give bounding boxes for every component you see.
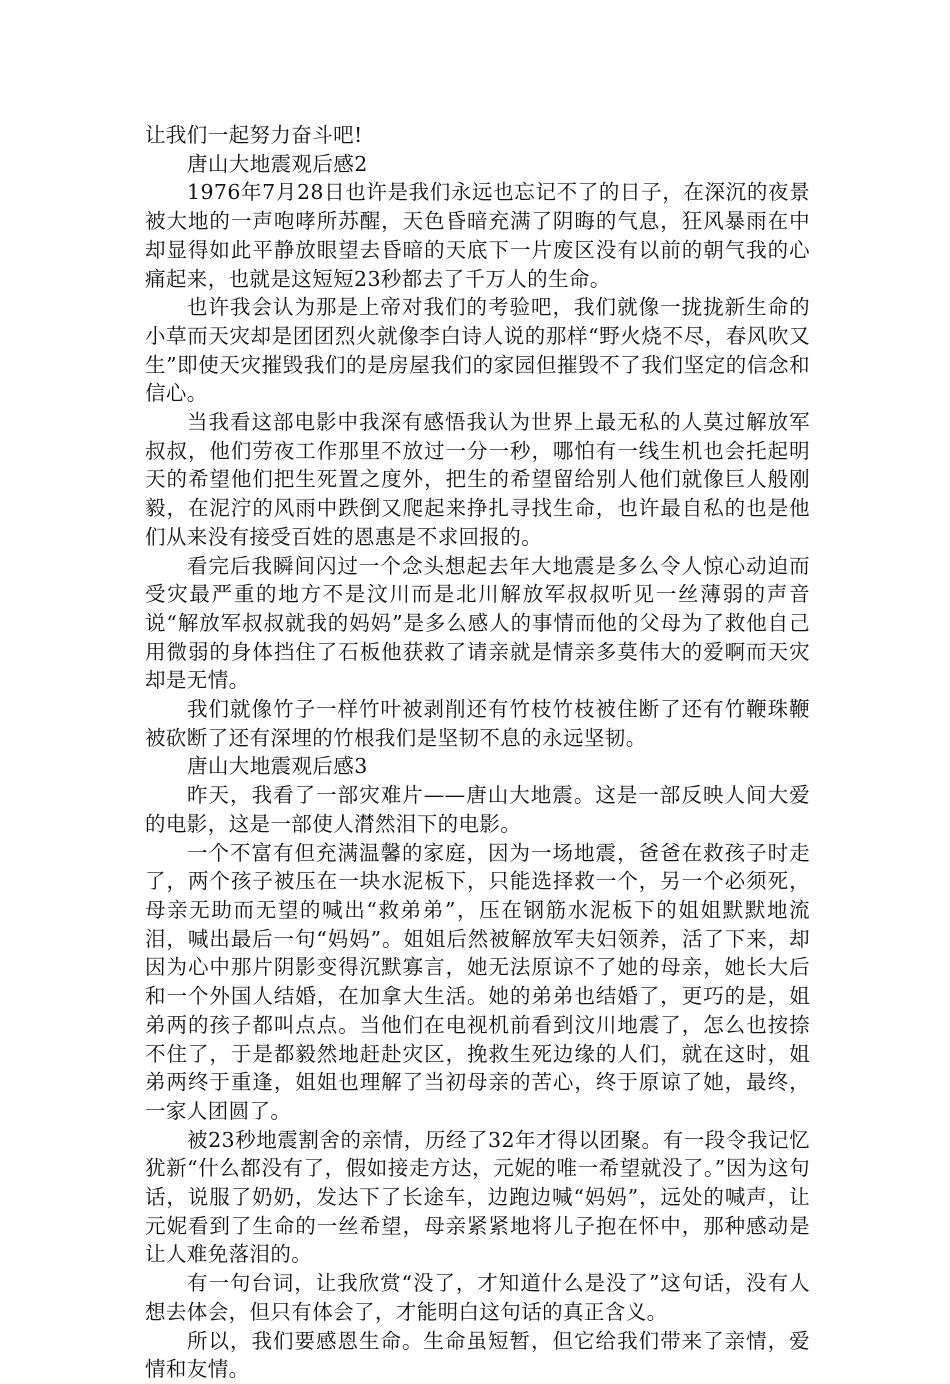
- paragraph: 被23秒地震割舍的亲情，历经了32年才得以团聚。有一段令我记忆犹新“什么都没有了，假如接走方达，元妮的唯一希望就没了。”因为这句话，说服了奶奶，发达下了长途车，边跑边喊“妈妈”，远处的喊声，让元妮看到了生命的一丝希望，母亲紧紧地将儿子抱在怀中，那种感动是让人难免落泪的。: [145, 1127, 810, 1267]
- paragraph: 当我看这部电影中我深有感悟我认为世界上最无私的人莫过解放军叔叔，他们劳夜工作那里不放过一分一秒，哪怕有一线生机也会托起明天的希望他们把生死置之度外，把生的希望留给别人他们就像巨人般刚毅，在泥泞的风雨中跌倒又爬起来挣扎寻找生命，也许最自私的也是他们从来没有接受百姓的恩惠是不求回报的。: [145, 410, 810, 549]
- paragraph: 一个不富有但充满温馨的家庭，因为一场地震，爸爸在救孩子时走了，两个孩子被压在一块水泥板下，只能选择救一个，另一个必须死，母亲无助而无望的喊出“救弟弟”，压在钢筋水泥板下的姐姐默默地流泪，喊出最后一句“妈妈”。姐姐后然被解放军夫妇领养，活了下来，却因为心中那片阴影变得沉默寡言，她无法原谅不了她的母亲，她长大后和一个外国人结婚，在加拿大生活。她的弟弟也结婚了，更巧的是，姐弟两的孩子都叫点点。当他们在电视机前看到汶川地震了，怎么也按捺不住了，于是都毅然地赶赴灾区，挽救生死边缘的人们，就在这时，姐弟两终于重逢，姐姐也理解了当初母亲的苦心，终于原谅了她，最终，一家人团圆了。: [145, 840, 810, 1123]
- paragraph-closing-line: 让我们一起努力奋斗吧!: [145, 123, 363, 147]
- document-body: [145, 121, 810, 1384]
- section-heading-2: 唐山大地震观后感2: [187, 151, 368, 176]
- paragraph: 有一句台词，让我欣赏“没了，才知道什么是没了”这句话，没有人想去体会，但只有体会了，才能明白这句话的真正含义。: [145, 1271, 810, 1324]
- paragraph: 看完后我瞬间闪过一个念头想起去年大地震是多么令人惊心动迫而受灾最严重的地方不是汶川而是北川解放军叔叔听见一丝薄弱的声音说“解放军叔叔就我的妈妈”是多么感人的事情而他的父母为了救他自己用微弱的身体挡住了石板他获救了请亲就是情亲多莫伟大的爱啊而天灾却是无情。: [145, 553, 810, 693]
- paragraph: 所以，我们要感恩生命。生命虽短暂，但它给我们带来了亲情，爱情和友情。: [145, 1328, 810, 1382]
- paragraph: 昨天，我看了一部灾难片——唐山大地震。这是一部反映人间大爱的电影，这是一部使人潸然泪下的电影。: [145, 783, 810, 836]
- paragraph: 也许我会认为那是上帝对我们的考验吧，我们就像一拢拢新生命的小草而天灾却是团团烈火就像李白诗人说的那样“野火烧不尽，春风吹又生”即使天灾摧毁我们的是房屋我们的家园但摧毁不了我们坚定的信念和信心。: [145, 295, 810, 406]
- paragraph: 我们就像竹子一样竹叶被剥削还有竹枝竹枝被住断了还有竹鞭珠鞭被砍断了还有深埋的竹根我们是坚韧不息的永远坚韧。: [145, 697, 810, 750]
- paragraph: 1976年7月28日也许是我们永远也忘记不了的日子，在深沉的夜景被大地的一声咆哮所苏醒，天色昏暗充满了阴晦的气息，狂风暴雨在中却显得如此平静放眼望去昏暗的天底下一片废区没有以前的朝气我的心痛起来，也就是这短短23秒都去了千万人的生命。: [145, 180, 810, 291]
- section-heading-3: 唐山大地震观后感3: [187, 754, 368, 779]
